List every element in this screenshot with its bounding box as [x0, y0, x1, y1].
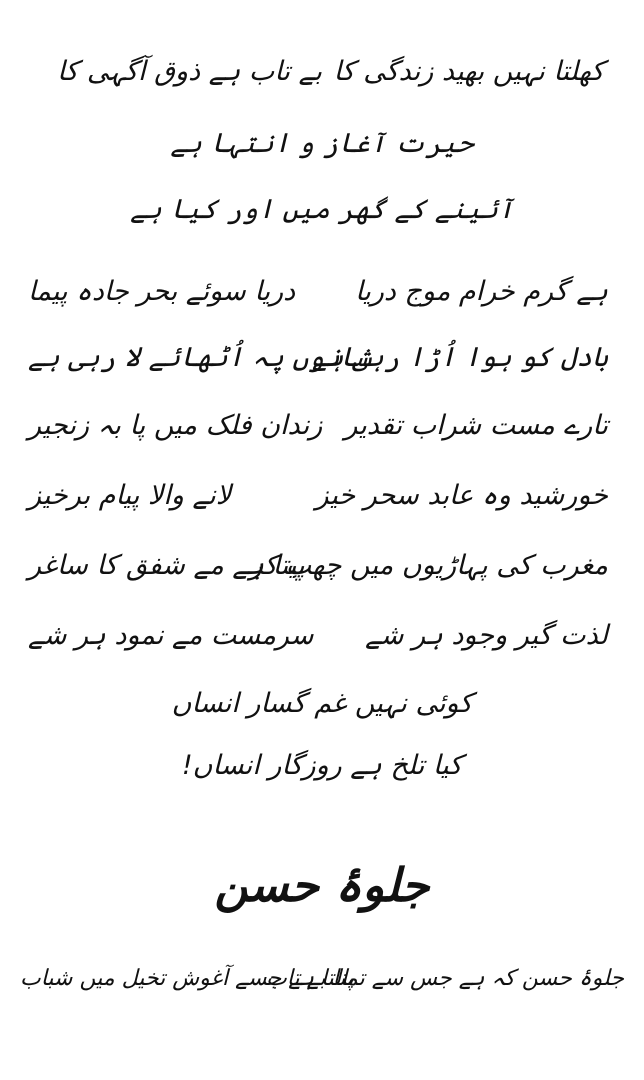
- verse-left-1: دریا سوئے بحر جادہ پیما: [28, 276, 296, 307]
- verse-right-2: بادل کو ہوا اُڑا رہی ہے: [311, 342, 608, 373]
- poem-title: جلوۂ حسن: [214, 858, 430, 912]
- verse-right-4: خورشید وہ عابد سحر خیز: [315, 480, 608, 511]
- verse-left-4: لانے والا پیام برخیز: [28, 480, 232, 511]
- verse-right-1: ہے گرم خرام موج دریا: [355, 276, 608, 307]
- centered-line-1: حیرت آغاز و انتہا ہے: [170, 128, 474, 159]
- verse-right-5: مغرب کی پہاڑیوں میں چھپ کر: [249, 550, 608, 581]
- poem2-right-hemistich: جلوۂ حسن کہ ہے جس سے تمنا بے تاب: [266, 966, 624, 991]
- poem2-left-hemistich: پالتا ہے جسے آغوش تخیل میں شباب: [20, 966, 354, 991]
- centered-line-4: کیا تلخ ہے روزگار انساں!: [181, 750, 463, 781]
- verse-left-3: زندان فلک میں پا بہ زنجیر: [28, 410, 323, 441]
- verse-left-2: شانوں پہ اُٹھائے لا رہی ہے: [28, 342, 372, 373]
- verse-left-6: سرمست مے نمود ہر شے: [28, 620, 314, 651]
- verse-right-6: لذت گیر وجود ہر شے: [365, 620, 608, 651]
- centered-line-3: کوئی نہیں غم گسار انساں: [171, 688, 473, 719]
- verse-left-5: پیتا ہے مے شفق کا ساغر: [28, 550, 305, 581]
- verse-right-3: تارے مست شراب تقدیر: [344, 410, 608, 441]
- centered-line-2: آئینے کے گھر میں اور کیا ہے: [130, 194, 514, 225]
- couplet1-right-hemistich: بے تاب ہے ذوق آگہی کا: [57, 56, 322, 87]
- couplet1-left-hemistich: کھلتا نہیں بھید زندگی کا: [333, 56, 604, 87]
